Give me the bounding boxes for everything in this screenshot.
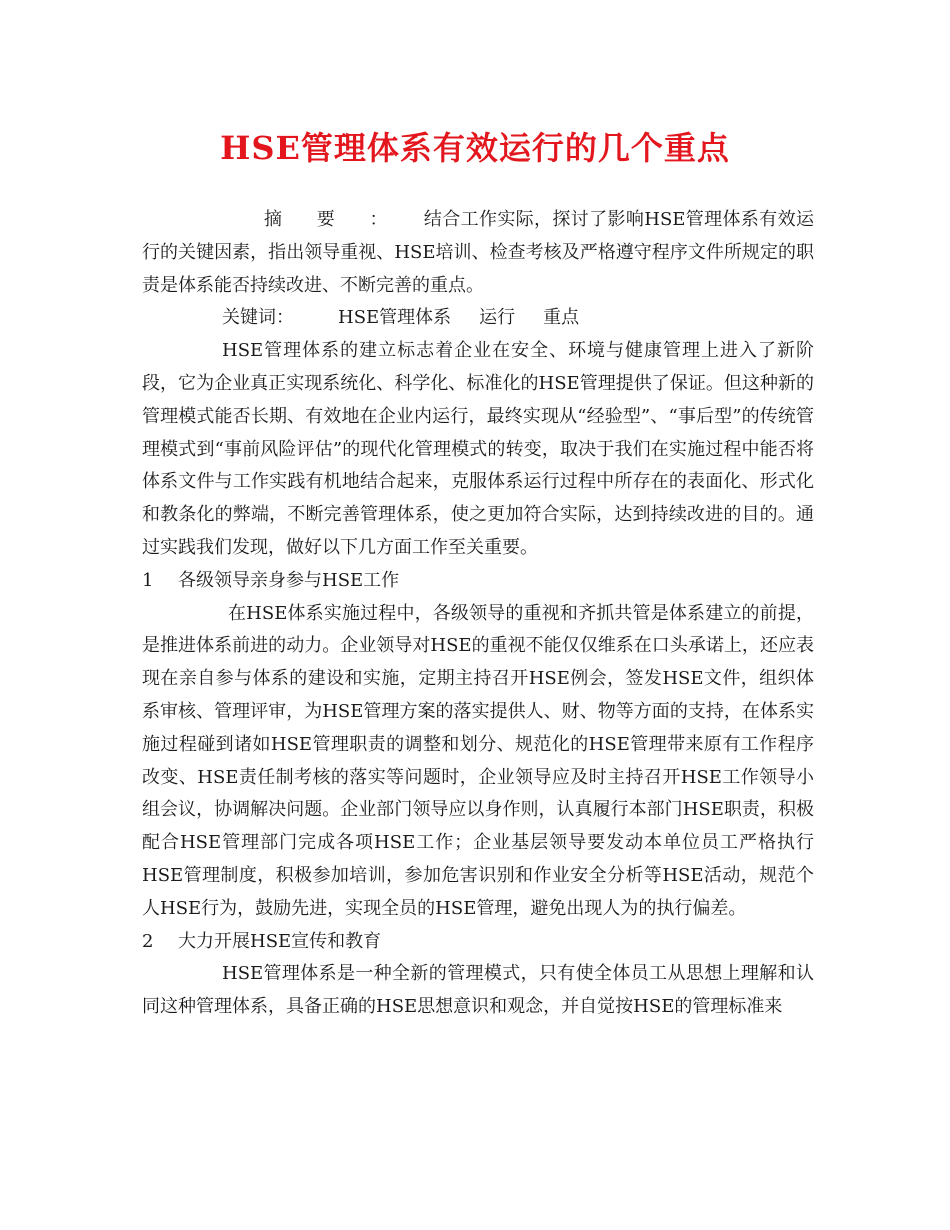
abstract-label: 摘 要 ：: [264, 209, 396, 230]
section-body: HSE管理体系是一种全新的管理模式，只有使全体员工从思想上理解和认同这种管理体系，具备正确的HSE思想意识和观念，并自觉按HSE的管理标准来: [142, 963, 814, 1018]
keyword-item: HSE管理体系: [338, 307, 452, 329]
section-heading-text: 各级领导亲身参与HSE工作: [178, 569, 400, 591]
keyword-item: 运行: [479, 307, 516, 329]
section-number: 1: [142, 569, 154, 591]
section-heading: [142, 565, 814, 598]
abstract-paragraph: [142, 204, 814, 302]
document-body: [142, 204, 814, 1024]
document-title: HSE管理体系有效运行的几个重点: [220, 129, 730, 167]
section-heading: [142, 926, 814, 959]
intro-paragraph: HSE管理体系的建立标志着企业在安全、环境与健康管理上进入了新阶段，它为企业真正实现系统化、科学化、标准化的HSE管理提供了保证。但这种新的管理模式能否长期、有效地在企业内运行，最终实现从“经验型”、“事后型”的传统管理模式到“事前风险评估”的现代化管理模式的转变，取决于我们在实施过程中能否将体系文件与工作实践有机地结合起来，克服体系运行过程中所存在的表面化、形式化和教条化的弊端，不断完善管理体系，使之更加符合实际，达到持续改进的目的。通过实践我们发现，做好以下几方面工作至关重要。: [142, 340, 814, 558]
keywords-line: [142, 302, 814, 335]
keyword-item: 重点: [543, 307, 580, 329]
abstract-text: 结合工作实际，探讨了影响HSE管理体系有效运行的关键因素，指出领导重视、HSE培训、检查考核及严格遵守程序文件所规定的职责是体系能否持续改进、不断完善的重点。: [142, 209, 814, 296]
section-body: 在HSE体系实施过程中，各级领导的重视和齐抓共管是体系建立的前提，是推进体系前进的动力。企业领导对HSE的重视不能仅仅维系在口头承诺上，还应表现在亲自参与体系的建设和实施，定期主持召开HSE例会，签发HSE文件，组织体系审核、管理评审，为HSE管理方案的落实提供人、财、物等方面的支持，在体系实施过程碰到诸如HSE管理职责的调整和划分、规范化的HSE管理带来原有工作程序改变、HSE责任制考核的落实等问题时，企业领导应及时主持召开HSE工作领导小组会议，协调解决问题。企业部门领导应以身作则，认真履行本部门HSE职责，积极配合HSE管理部门完成各项HSE工作；企业基层领导要发动本单位员工严格执行HSE管理制度，积极参加培训，参加危害识别和作业安全分析等HSE活动，规范个人HSE行为，鼓励先进，实现全员的HSE管理，避免出现人为的执行偏差。: [142, 602, 814, 919]
section-heading-text: 大力开展HSE宣传和教育: [178, 930, 382, 952]
section-number: 2: [142, 930, 154, 952]
keywords-label: 关键词：: [222, 307, 294, 329]
